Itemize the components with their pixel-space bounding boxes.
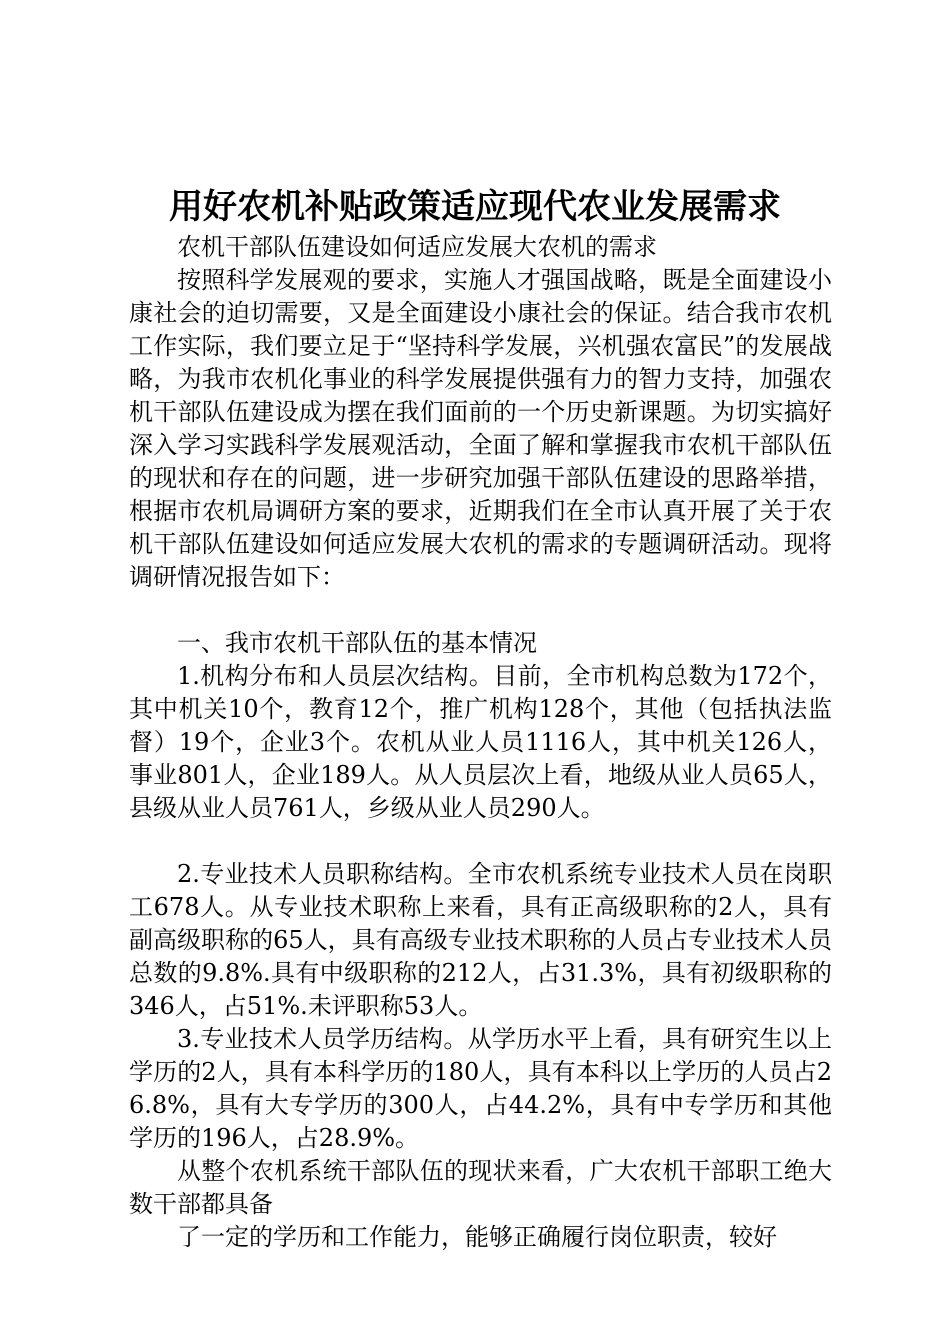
paragraph-gap [129, 825, 832, 858]
document-title: 用好农机补贴政策适应现代农业发展需求 [169, 187, 781, 227]
section-heading: 一、我市农机干部队伍的基本情况 [177, 629, 537, 657]
intro-paragraph: 按照科学发展观的要求，实施人才强国战略，既是全面建设小康社会的迫切需要，又是全面建设小康社会的保证。结合我市农机工作实际，我们要立足于“坚持科学发展，兴机强农富民”的发展战略，为我市农机化事业的科学发展提供强有力的智力支持，加强农机干部队伍建设成为摆在我们面前的一个历史新课题。为切实搞好深入学习实践科学发展观活动，全面了解和掌握我市农机干部队伍的现状和存在的问题，进一步研究加强干部队伍建设的思路举措，根据市农机局调研方案的要求，近期我们在全市认真开展了关于农机干部队伍建设如何适应发展大农机的需求的专题调研活动。现将调研情况报告如下： [129, 266, 832, 591]
subtitle-paragraph: 农机干部队伍建设如何适应发展大农机的需求 [177, 233, 657, 261]
document-body [129, 231, 832, 1254]
paragraph-continued: 了一定的学历和工作能力，能够正确履行岗位职责，较好 [177, 1223, 777, 1251]
paragraph-structure: 1.机构分布和人员层次结构。目前，全市机构总数为172个，其中机关10个，教育12个，推广机构128个，其他（包括执法监督）19个，企业3个。农机从业人员1116人，其中机关126人，事业801人，企业189人。从人员层次上看，地级从业人员65人，县级从业人员761人，乡级从业人员290人。 [129, 662, 832, 822]
paragraph-gap [129, 594, 832, 627]
paragraph-education: 3.专业技术人员学历结构。从学历水平上看，具有研究生以上学历的2人，具有本科学历的180人，具有本科以上学历的人员占26.8%，具有大专学历的300人，占44.2%，具有中专学历和其他学历的196人，占28.9%。 [129, 1025, 832, 1152]
paragraph-titles: 2.专业技术人员职称结构。全市农机系统专业技术人员在岗职工678人。从专业技术职称上来看，具有正高级职称的2人，具有副高级职称的65人，具有高级专业技术职称的人员占专业技术人员总数的9.8%.具有中级职称的212人，占31.3%，具有初级职称的346人，占51%.未评职称53人。 [129, 860, 832, 1020]
paragraph-overview: 从整个农机系统干部队伍的现状来看，广大农机干部职工绝大数干部都具备 [129, 1157, 832, 1218]
